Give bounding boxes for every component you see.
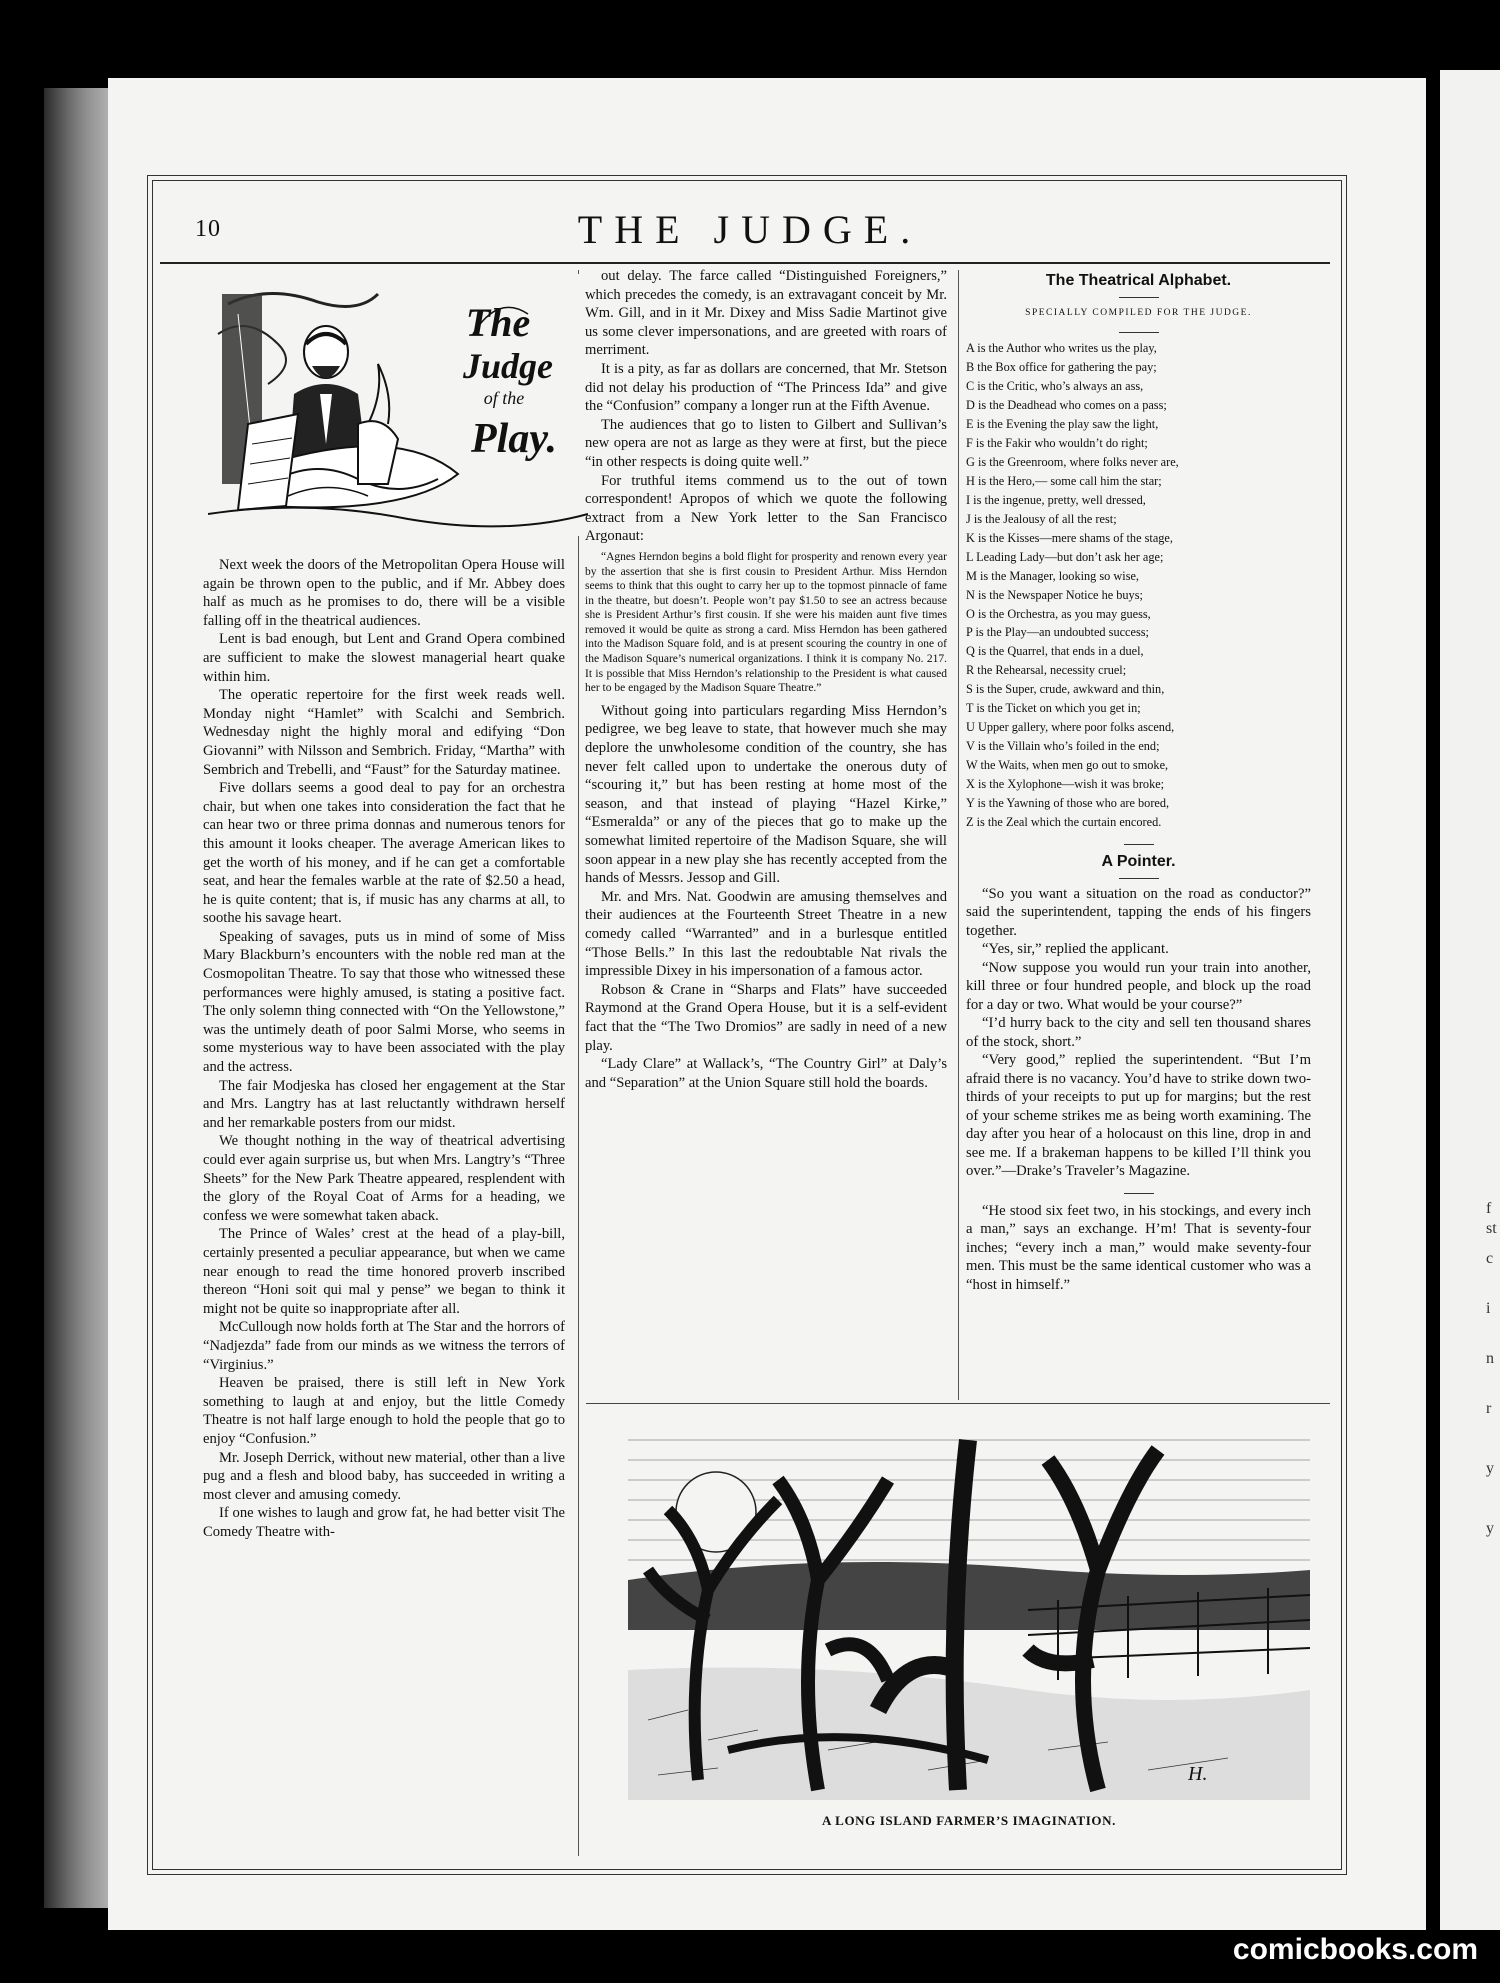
- watermark: comicbooks.com: [1232, 1933, 1478, 1966]
- masthead-title: THE JUDGE.: [577, 207, 923, 252]
- argonaut-quote: “Agnes Herndon begins a bold flight for prosperity and renown every year by the assertion that she is first cousin to President Arthur. Miss Herndon seems to think that this ought to carry her up to the topmost pinnacle of fame in the theatre, but doesn’t. People won’t pay $1.50 to see an actress because she is President Arthur’s first cousin. If she were his maiden aunt five times removed it would be quite as strong a card. Miss Herndon has been gathered into the Madison Square fold, and is at present scouring the country in one of the Madison Square’s numerical organizations. I think it is company No. 217. It is possible that Miss Herndon’s relationship to the President is what caused her to be engaged by the Madison Square Theatre.”: [585, 550, 947, 695]
- pointer-paragraph: “Yes, sir,” replied the applicant.: [982, 941, 1169, 958]
- column-2-paragraph: It is a pity, as far as dollars are concerned, that Mr. Stetson did not delay his production of “The Princess Ida” and give the “Confusion” company a longer run at the Fifth Avenue.: [585, 360, 947, 415]
- pointer-paragraph: “I’d hurry back to the city and sell ten thousand shares of the stock, short.”: [966, 1015, 1311, 1050]
- alphabet-line: Z is the Zeal which the curtain encored.: [966, 815, 1162, 830]
- illustration-rule: [586, 1403, 1330, 1404]
- exchange-paragraph: “He stood six feet two, in his stockings, and every inch a man,” says an exchange. H’m! That is seventy-four inches; “every inch a man,” would make seventy-four men. This must be the same identical customer who was a “host in himself.”: [966, 1202, 1311, 1293]
- column-2-paragraph: Robson & Crane in “Sharps and Flats” have succeeded Raymond at the Grand Opera House, but it is a self-evident fact that the “The Two Dromios” are sadly in need of a new play.: [585, 981, 947, 1054]
- cartoon-caption: A LONG ISLAND FARMER’S IMAGINATION.: [822, 1813, 1116, 1828]
- next-page-fragment: y: [1486, 1520, 1494, 1537]
- column-1-paragraph: Mr. Joseph Derrick, without new material, other than a live pug and a flesh and blood baby, has succeeded in writing a most clever and amusing comedy.: [203, 1449, 565, 1503]
- farmer-imagination-cartoon: [628, 1420, 1310, 1800]
- column-2-paragraph: “Lady Clare” at Wallack’s, “The Country Girl” at Daly’s and “Separation” at the Union Square still hold the boards.: [585, 1056, 947, 1091]
- column-1-paragraph: Speaking of savages, puts us in mind of some of Miss Mary Blackburn’s encounters with the noble red man at the Cosmopolitan Theatre. To say that those who witnessed these performances were highly amused, is stating a positive fact. The only solemn thing connected with “On the Yellowstone,” was the untimely death of poor Salmi Morse, who seems in some mysterious way to have been associated with the play and the actress.: [203, 928, 565, 1076]
- judge-of-play-illustration: [208, 274, 588, 536]
- column-1-paragraph: Lent is bad enough, but Lent and Grand Opera combined are sufficient to make the slowest managerial heart quake within him.: [203, 631, 565, 685]
- column-1-paragraph: The operatic repertoire for the first week reads well. Monday night “Hamlet” with Scalchi and Sembrich. Wednesday night the highly moral and edifying “Don Giovanni” with Nilsson and Sembrich. Friday, “Martha” with Sembrich and Trebelli, and “Faust” for the Saturday matinee.: [203, 687, 565, 778]
- alphabet-line: B the Box office for gathering the pay;: [966, 360, 1157, 375]
- column-2-paragraph: For truthful items commend us to the out of town correspondent! Apropos of which we quote the following extract from a New York letter to the San Francisco Argonaut:: [585, 472, 947, 545]
- artist-signature: H.: [1188, 1763, 1208, 1785]
- pointer-paragraph: “So you want a situation on the road as conductor?” said the superintendent, tapping the ends of his fingers together.: [966, 885, 1311, 939]
- alphabet-line: N is the Newspaper Notice he buys;: [966, 587, 1143, 602]
- column-1-paragraph: Heaven be praised, there is still left in New York something to laugh at and enjoy, but the little Comedy Theatre is not half large enough to hold the people that go to enjoy “Confusion.”: [203, 1375, 565, 1447]
- alphabet-line: F is the Fakir who wouldn’t do right;: [966, 435, 1148, 450]
- alphabet-poem: [966, 339, 1311, 832]
- ornament-title-line-4: Play.: [471, 416, 557, 462]
- alphabet-line: T is the Ticket on which you get in;: [966, 701, 1141, 716]
- column-1-paragraph: The Prince of Wales’ crest at the head of a play-bill, certainly presented a peculiar appearance, but when we came near enough to read the time honored proverb inscribed thereon “Honi soit qui mal y pense” we began to think it might not be quite so inappropriate after all.: [203, 1226, 565, 1317]
- ornament-title-line-3: of the: [483, 388, 525, 408]
- column-2-paragraph: out delay. The farce called “Distinguished Foreigners,” which precedes the comedy, is an extravagant conceit by Mr. Wm. Gill, and in it Mr. Dixey and Miss Sadie Martinot give us some clever impersonations, and are greeted with roars of merriment.: [585, 268, 947, 359]
- alphabet-line: C is the Critic, who’s always an ass,: [966, 379, 1144, 394]
- alphabet-line: M is the Manager, looking so wise,: [966, 568, 1140, 583]
- column-2-text: [585, 267, 947, 1092]
- alphabet-line: X is the Xylophone—wish it was broke;: [966, 777, 1165, 792]
- alphabet-title: The Theatrical Alphabet.: [1045, 272, 1232, 289]
- section-rule: [1124, 844, 1154, 845]
- column-3: [966, 272, 1311, 1294]
- alphabet-line: I is the ingenue, pretty, well dressed,: [966, 492, 1146, 507]
- pointer-paragraph: “Very good,” replied the superintendent. “But I’m afraid there is no vacancy. You’d have to strike down two-thirds of your receipts to put up for margins; but the rest of your scheme strikes me as being worth examining. The day after you hear of a holocaust on this line, drop in and see me. If a brakeman happens to be killed I’ll think you over.”—Drake’s Traveler’s Magazine.: [966, 1052, 1311, 1180]
- alphabet-line: G is the Greenroom, where folks never are,: [966, 454, 1179, 469]
- next-page-fragment: c: [1486, 1250, 1494, 1267]
- pointer-rule: [1119, 878, 1159, 879]
- next-page-fragment: y: [1486, 1460, 1494, 1477]
- next-page-edge: [1440, 70, 1500, 1930]
- subtitle-rule: [1119, 332, 1159, 333]
- column-1-paragraph: McCullough now holds forth at The Star and the horrors of “Nadjezda” fade from our minds as we witness the terrors of “Virginius.”: [203, 1319, 565, 1373]
- column-1-paragraph: We thought nothing in the way of theatrical advertising could ever again surprise us, but when Mrs. Langtry’s “Three Sheets” for the New Park Theatre appeared, resplendent with the glory of the Royal Coat of Arms for a heading, we confess we were somewhat taken aback.: [203, 1133, 565, 1224]
- alphabet-line: V is the Villain who’s foiled in the end;: [966, 739, 1160, 754]
- column-1-paragraph: The fair Modjeska has closed her engagement at the Star and Mrs. Langtry has at last reluctantly withdrawn herself and her remarkable posters from our midst.: [203, 1077, 565, 1131]
- alphabet-line: R the Rehearsal, necessity cruel;: [966, 663, 1127, 678]
- alphabet-line: K is the Kisses—mere shams of the stage,: [966, 530, 1173, 545]
- column-rule-2: [958, 270, 959, 1400]
- next-page-fragment: f: [1486, 1200, 1492, 1217]
- pointer-text: [966, 885, 1311, 1181]
- header-rule: [160, 262, 1330, 264]
- book-binding: [44, 88, 114, 1908]
- alphabet-line: A is the Author who writes us the play,: [966, 341, 1157, 356]
- pointer-paragraph: “Now suppose you would run your train into another, kill three or four hundred people, and block up the road for a day or two. What would be your course?”: [966, 959, 1311, 1013]
- column-1-paragraph: If one wishes to laugh and grow fat, he had better visit The Comedy Theatre with-: [203, 1505, 565, 1540]
- alphabet-line: S is the Super, crude, awkward and thin,: [966, 682, 1165, 697]
- page-number: 10: [195, 216, 221, 242]
- alphabet-line: H is the Hero,— some call him the star;: [966, 473, 1162, 488]
- section-rule-2: [1124, 1193, 1154, 1194]
- next-page-fragment: i: [1486, 1300, 1491, 1317]
- column-1-paragraph: Five dollars seems a good deal to pay for an orchestra chair, but when one takes into consideration the fact that he can hear two or three prima donnas and numerous tenors for this amount it looks cheaper. The average American likes to get the worth of his money, and if he can get a comfortable seat, and hear the females warble at the rate of $2.50 a head, he is quite content; that is, if music has any charms at all, to soothe his savage heart.: [203, 780, 565, 927]
- alphabet-subtitle: SPECIALLY COMPILED FOR THE JUDGE.: [1025, 307, 1252, 318]
- alphabet-line: Y is the Yawning of those who are bored,: [966, 796, 1170, 811]
- alphabet-line: D is the Deadhead who comes on a pass;: [966, 398, 1167, 413]
- alphabet-line: Q is the Quarrel, that ends in a duel,: [966, 644, 1144, 659]
- column-2-paragraph: The audiences that go to listen to Gilbert and Sullivan’s new opera are not as large as they were at first, but the piece “in other respects is doing quite well.”: [585, 416, 947, 470]
- ornament-title-line-1: The: [465, 300, 531, 345]
- next-page-fragment: r: [1486, 1400, 1492, 1417]
- alphabet-line: O is the Orchestra, as you may guess,: [966, 606, 1151, 621]
- column-2-paragraph: Mr. and Mrs. Nat. Goodwin are amusing themselves and their audiences at the Fourteenth Street Theatre in a new comedy called “Warranted” and in a burlesque entitled “Those Bells.” In this last the redoubtable Nat rivals the impressible Dixey in his impersonation of a famous actor.: [585, 888, 947, 980]
- alphabet-line: J is the Jealousy of all the rest;: [966, 511, 1117, 526]
- alphabet-line: U Upper gallery, where poor folks ascend,: [966, 720, 1175, 735]
- alphabet-line: E is the Evening the play saw the light,: [966, 417, 1159, 431]
- title-rule: [1119, 297, 1159, 298]
- next-page-fragment: st: [1486, 1220, 1497, 1237]
- column-2-paragraph: Without going into particulars regarding Miss Herndon’s pedigree, we beg leave to state, that however much she may deplore the unwholesome condition of the country, she has never felt called upon to undertake the onerous duty of “scouring it,” but has been resting at home most of the season, and that instead of playing “Hazel Kirke,” “Esmeralda” or any of the pieces that go to make up the somewhat limited repertoire of the Madison Square, she will soon appear in a new play she has recently accepted from the hands of Messrs. Jessop and Gill.: [585, 702, 947, 887]
- alphabet-line: P is the Play—an undoubted success;: [966, 625, 1149, 640]
- column-1-text: [203, 556, 565, 1541]
- ornament-title-line-2: Judge: [463, 346, 553, 386]
- pointer-title: A Pointer.: [1101, 852, 1176, 870]
- alphabet-line: W the Waits, when men go out to smoke,: [966, 758, 1169, 773]
- alphabet-line: L Leading Lady—but don’t ask her age;: [966, 549, 1164, 564]
- column-1-paragraph: Next week the doors of the Metropolitan Opera House will again be thrown open to the public, and if Mr. Abbey does half as much as he promises to do, there will be a visible falling off in the theatrical audiences.: [203, 557, 565, 629]
- next-page-fragment: n: [1486, 1350, 1494, 1367]
